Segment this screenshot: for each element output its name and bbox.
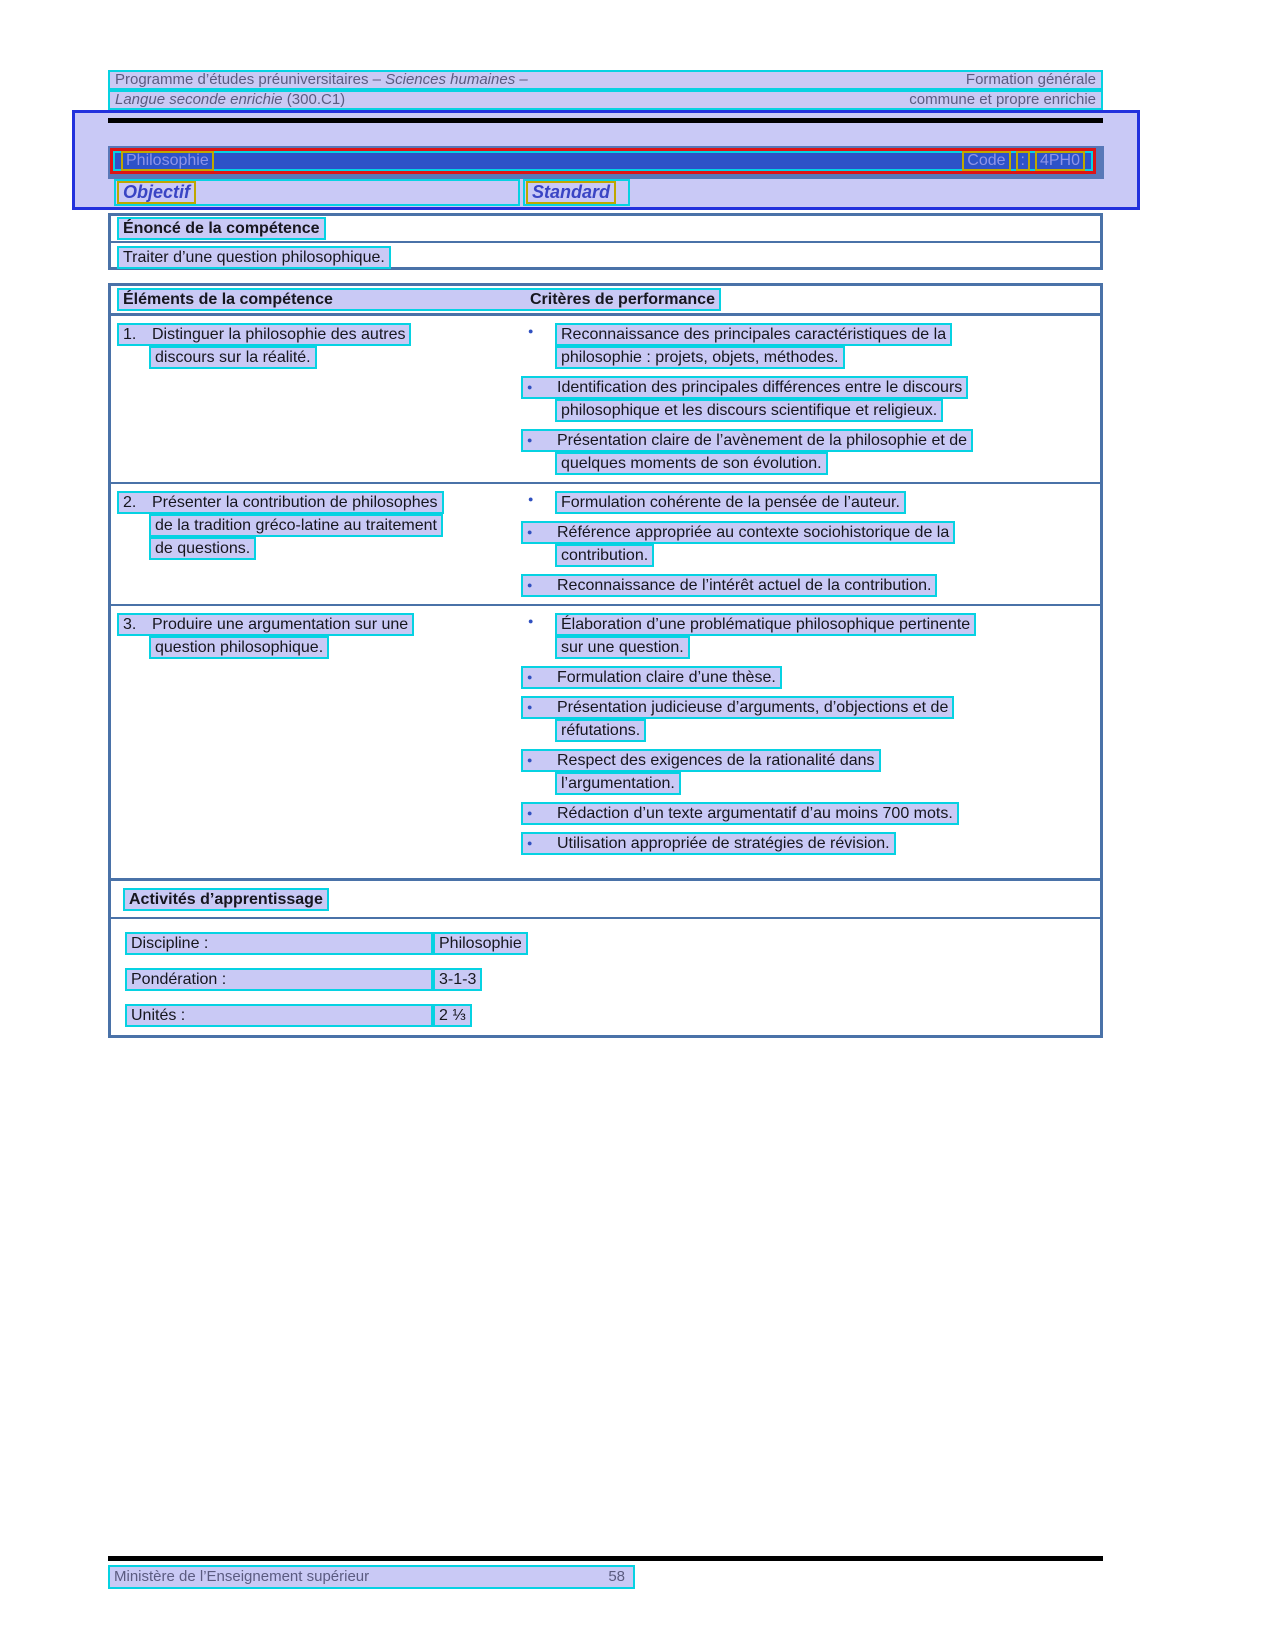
header-rule	[108, 118, 1103, 123]
competence-item	[117, 323, 521, 482]
competence-row	[111, 482, 1100, 604]
criterion	[521, 376, 1100, 422]
header-right-line2: commune et propre enrichie	[909, 91, 1096, 108]
discipline-value: Philosophie	[433, 932, 528, 955]
criterion-line	[521, 749, 1100, 772]
competence-item-line	[117, 613, 521, 636]
criterion	[521, 574, 1100, 597]
criterion-highlight	[521, 749, 881, 772]
bullet-icon: ●	[527, 808, 533, 818]
footer-ministry: Ministère de l’Enseignement supérieur	[114, 1568, 370, 1585]
unites-value: 2 ⅓	[433, 1004, 472, 1027]
item-line-highlight: question philosophique.	[149, 636, 329, 659]
criterion	[521, 666, 1100, 689]
criteria-list	[521, 613, 1100, 887]
bullet-icon: ●	[527, 702, 533, 712]
activites-row-ponderation	[125, 968, 1100, 991]
unites-label: Unités :	[125, 1004, 433, 1027]
criterion-highlight	[521, 802, 959, 825]
competence-item-line	[149, 636, 521, 659]
header-line-1	[108, 70, 1103, 90]
criterion-line	[521, 429, 1100, 452]
header-line-2	[108, 90, 1103, 110]
criterion-highlight	[521, 521, 955, 544]
criterion-text: Présentation claire de l’avènement de la philosophie et de	[557, 432, 968, 449]
competence-item-line	[117, 323, 521, 346]
competence-row	[111, 604, 1100, 887]
criterion-highlight: réfutations.	[555, 719, 646, 742]
criterion-line	[521, 802, 1100, 825]
criterion-line	[521, 376, 1100, 399]
criterion-highlight: Formulation cohérente de la pensée de l’auteur.	[555, 491, 906, 514]
criterion-highlight: contribution.	[555, 544, 654, 567]
item-line-highlight	[117, 491, 444, 514]
criterion-highlight	[521, 376, 968, 399]
objectif-standard-row	[114, 179, 1109, 206]
criterion-highlight	[521, 666, 782, 689]
ponderation-value: 3-1-3	[433, 968, 482, 991]
enonce-table	[108, 213, 1103, 270]
competence-header-row	[111, 286, 1100, 316]
competence-item-line	[149, 537, 521, 560]
item-line-highlight: de questions.	[149, 537, 256, 560]
criterion-text: Identification des principales différences entre le discours	[557, 379, 963, 396]
item-number: 1.	[123, 326, 137, 343]
criterion-highlight: philosophique et les discours scientifique et religieux.	[555, 399, 943, 422]
criterion-highlight	[521, 832, 896, 855]
criterion	[521, 802, 1100, 825]
header-annotation-box	[72, 110, 1140, 210]
item-line-highlight	[117, 613, 414, 636]
competence-item-line	[117, 491, 521, 514]
criterion-text: Respect des exigences de la rationalité dans	[557, 752, 875, 769]
enonce-body-row	[111, 243, 1100, 272]
criterion-text: Référence appropriée au contexte sociohistorique de la	[557, 524, 950, 541]
criterion-highlight: l’argumentation.	[555, 772, 681, 795]
bullet-icon: ●	[528, 494, 534, 504]
standard-label: Standard	[526, 181, 616, 204]
bullet-icon: ●	[527, 382, 533, 392]
footer-line	[108, 1565, 635, 1589]
item-number: 2.	[123, 494, 137, 511]
competence-headers	[117, 288, 721, 311]
standard-line-box	[523, 179, 630, 206]
footer-page-number: 58	[608, 1568, 625, 1585]
page-header	[108, 70, 1103, 110]
competence-item	[117, 491, 521, 604]
criterion-line	[521, 574, 1100, 597]
criteria-list	[521, 323, 1100, 482]
code-value: 4PH0	[1035, 151, 1085, 171]
bullet-icon: ●	[528, 616, 534, 626]
criterion-text: Rédaction d’un texte argumentatif d’au moins 700 mots.	[557, 805, 953, 822]
criterion-line	[521, 696, 1100, 719]
item-line-highlight	[117, 323, 411, 346]
item-line-highlight: discours sur la réalité.	[149, 346, 317, 369]
course-title: Philosophie	[121, 151, 214, 171]
criterion-line	[555, 452, 1100, 475]
code-colon: :	[1016, 151, 1030, 171]
ponderation-label: Pondération :	[125, 968, 433, 991]
criteria-list	[521, 491, 1100, 604]
criterion-line	[555, 544, 1100, 567]
competence-table	[108, 283, 1103, 890]
col2-header: Critères de performance	[530, 291, 715, 308]
activites-table	[108, 878, 1103, 1038]
enonce-statement: Traiter d’une question philosophique.	[117, 246, 391, 269]
title-bar-selection-border	[110, 148, 1096, 174]
activites-row-unites	[125, 1004, 1100, 1027]
criterion-line	[521, 521, 1100, 544]
criterion-highlight: philosophie : projets, objets, méthodes.	[555, 346, 845, 369]
criterion-highlight: Élaboration d’une problématique philosophique pertinente	[555, 613, 976, 636]
criterion-highlight: sur une question.	[555, 636, 690, 659]
item-line-highlight: de la tradition gréco-latine au traitement	[149, 514, 443, 537]
code-label: Code	[962, 151, 1010, 171]
criterion-line	[555, 772, 1100, 795]
criterion-line	[521, 491, 1100, 514]
criterion	[521, 749, 1100, 795]
criterion-highlight	[521, 696, 954, 719]
header-left-line2: Langue seconde enrichie (300.C1)	[115, 91, 346, 108]
header-left-line1: Programme d’études préuniversitaires – Sciences humaines –	[115, 71, 528, 88]
criterion-text: Présentation judicieuse d’arguments, d’objections et de	[557, 699, 949, 716]
criterion-line	[555, 719, 1100, 742]
bullet-icon: ●	[527, 838, 533, 848]
competence-item-line	[149, 514, 521, 537]
criterion-line	[555, 636, 1100, 659]
bullet-icon: ●	[527, 672, 533, 682]
course-code-group	[962, 151, 1085, 171]
activites-header: Activités d’apprentissage	[123, 888, 329, 911]
header-right-line1: Formation générale	[965, 71, 1096, 88]
course-title-bar	[108, 146, 1104, 179]
footer-rule	[108, 1556, 1103, 1561]
item-text: Présenter la contribution de philosophes	[152, 494, 438, 511]
criterion-line	[521, 323, 1100, 346]
criterion-highlight: Reconnaissance des principales caractéristiques de la	[555, 323, 952, 346]
criterion-line	[521, 613, 1100, 636]
criterion-line	[555, 346, 1100, 369]
bullet-icon: ●	[527, 435, 533, 445]
criterion	[521, 429, 1100, 475]
activites-row-discipline	[125, 932, 1100, 955]
criterion	[521, 323, 1100, 369]
criterion	[521, 696, 1100, 742]
bullet-icon: ●	[527, 755, 533, 765]
bullet-icon: ●	[527, 580, 533, 590]
enonce-header-row	[111, 216, 1100, 243]
criterion-line	[521, 666, 1100, 689]
objectif-line-box	[114, 179, 520, 206]
criterion-highlight	[521, 574, 937, 597]
item-number: 3.	[123, 616, 137, 633]
objectif-label: Objectif	[117, 181, 196, 204]
enonce-header: Énoncé de la compétence	[117, 217, 326, 240]
competence-item	[117, 613, 521, 887]
competence-rows	[111, 316, 1100, 887]
criterion-line	[521, 832, 1100, 855]
criterion-text: Reconnaissance de l’intérêt actuel de la contribution.	[557, 577, 932, 594]
criterion	[521, 613, 1100, 659]
bullet-icon: ●	[528, 326, 534, 336]
title-bar-line-box	[113, 151, 1093, 171]
item-text: Distinguer la philosophie des autres	[152, 326, 406, 343]
criterion-line	[555, 399, 1100, 422]
criterion-highlight	[521, 429, 973, 452]
criterion	[521, 491, 1100, 514]
activites-header-row	[111, 881, 1100, 919]
col1-header: Éléments de la compétence	[123, 291, 333, 308]
criterion-text: Formulation claire d’une thèse.	[557, 669, 776, 686]
competence-item-line	[149, 346, 521, 369]
criterion	[521, 832, 1100, 855]
discipline-label: Discipline :	[125, 932, 433, 955]
criterion-text: Utilisation appropriée de stratégies de révision.	[557, 835, 890, 852]
bullet-icon: ●	[527, 527, 533, 537]
item-text: Produire une argumentation sur une	[152, 616, 409, 633]
criterion	[521, 521, 1100, 567]
competence-row	[111, 316, 1100, 482]
criterion-highlight: quelques moments de son évolution.	[555, 452, 828, 475]
